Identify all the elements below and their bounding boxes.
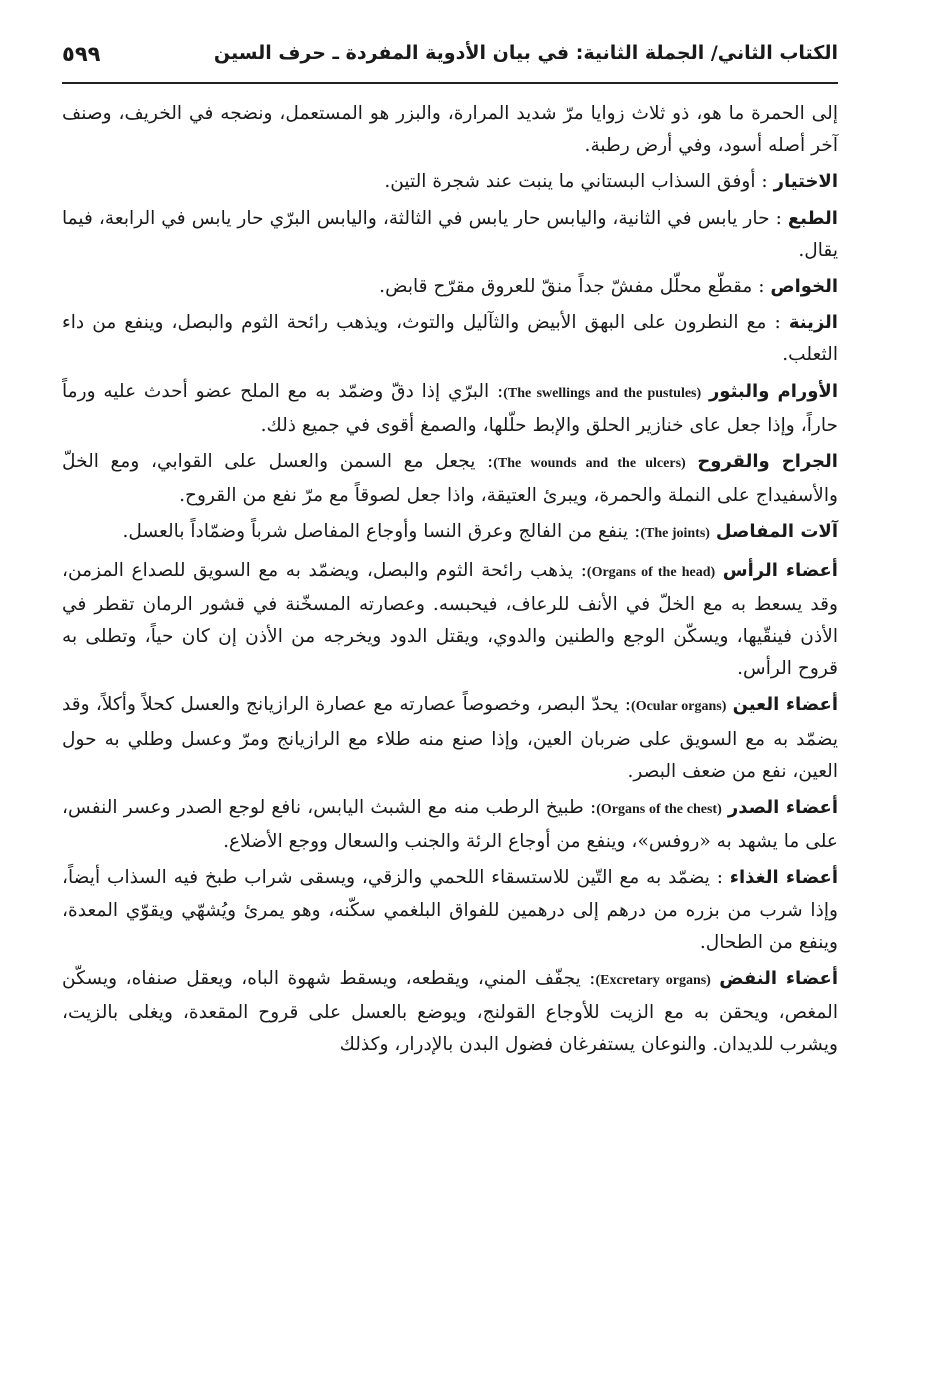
separator: :	[489, 380, 504, 402]
english-gloss: (The joints)	[640, 526, 710, 542]
section-term: أعضاء الرأس	[722, 559, 838, 581]
section-term: أعضاء الصدر	[727, 797, 838, 819]
paragraph-text: يحدّ البصر، وخصوصاً عصارته مع عصارة الرازيانج والعسل كحلاً وأكلاً، وقد يضمّد به مع السويق على ضربان العين، وإذا صنع منه طلاء مع الرازيانج ومرّ وعسل وطلي به حول العين، نفع من ضعف البصر.	[62, 694, 838, 782]
paragraph-text: يجفّف المني، ويقطعه، ويسقط شهوة الباه، ويعقل صنفاه، ويسكّن المغص، ويحقن به مع الزيت للأوجاع القولنج، ويوضع بالعسل على قروح المقعدة، ويغلى بالزيت، ويشرب للديدان. والنوعان يستفرغان فضول البدن بالإدرار، وكذلك	[62, 968, 838, 1056]
separator: :	[580, 968, 596, 990]
separator: :	[709, 867, 723, 889]
paragraph	[62, 792, 838, 858]
english-gloss: (The wounds and the ulcers)	[493, 456, 686, 472]
paragraph	[62, 555, 838, 686]
paragraph-text: يضمّد به مع التّين للاستسقاء اللحمي والزقي، ويسقى شراب طبخ فيه السذاب أيضاً، وإذا شرب من بزره من درهم إلى درهمين للفواق البلغمي سكّنه، وهو يمرئ ويُشهّي ويقوّي المعدة، وينفع من الطحال.	[62, 867, 838, 953]
paragraph	[62, 689, 838, 788]
separator: :	[755, 171, 768, 193]
paragraph-text: طبيخ الرطب منه مع الشبث اليابس، نافع لوجع الصدر وعسر النفس، على ما يشهد به «روفس»، وينفع من أوجاع الرئة والجنب والسعال ووجع الأضلاع.	[62, 797, 838, 853]
paragraph-text: ينفع من الفالج وعرق النسا وأوجاع المفاصل شرباً وضمّاداً بالعسل.	[122, 521, 629, 543]
section-term: الطبع	[787, 207, 838, 229]
separator: :	[769, 207, 782, 229]
english-gloss: (Organs of the head)	[586, 564, 716, 580]
paragraph-text: إلى الحمرة ما هو، ذو ثلاث زوايا مرّ شديد المرارة، والبزر هو المستعمل، ونضجه في الخريف، وصنف آخر أصله أسود، وفي أرض رطبة.	[62, 103, 838, 157]
separator: :	[752, 276, 765, 298]
paragraph	[62, 203, 838, 267]
separator: :	[618, 694, 632, 716]
separator: :	[475, 451, 494, 473]
document-page	[62, 40, 838, 1066]
section-term: أعضاء العين	[732, 694, 838, 716]
paragraph	[62, 446, 838, 512]
section-term: الزينة	[788, 312, 838, 334]
section-term: الأورام والبثور	[708, 380, 838, 402]
paragraph-text: يذهب رائحة الثوم والبصل، ويضمّد به مع السويق للصداع المزمن، وقد يسعط به مع الخلّ في الأنف للرعاف، فيحبسه. وعصارته المسخّنة في قشور الرمان تقطر في الأذن فينقّيها، ويسكّن الوجع والطنين والدوي، ويقتل الدود ويخرجه من الأذن إن كان حياً، وتطلى به قروح الرأس.	[62, 559, 838, 680]
separator: :	[628, 521, 641, 543]
separator: :	[583, 797, 597, 819]
section-term: آلات المفاصل	[715, 521, 838, 543]
paragraph	[62, 271, 838, 303]
page-header	[62, 40, 838, 84]
english-gloss: (Ocular organs)	[631, 699, 727, 715]
paragraph-text: يجعل مع السمن والعسل على القوابي، ومع الخلّ والأسفيداج على النملة والحمرة، ويبرئ العتيقة، واذا جعل لصوقاً مع مرّ نفع من القروح.	[62, 451, 838, 507]
paragraph	[62, 862, 838, 959]
paragraph	[62, 963, 838, 1062]
separator: :	[573, 559, 587, 581]
paragraph	[62, 376, 838, 442]
section-term: الجراح والقروح	[697, 451, 838, 473]
paragraph-text: البرّي إذا دقّ وضمّد به مع الملح عضو أحدث عليه ورماً حاراً، وإذا جعل عاى خنازير الحلق والإبط حلّلها، والصمغ أقوى في جميع ذلك.	[62, 380, 838, 436]
page-number: ٥٩٩	[62, 42, 101, 66]
paragraph-text: حار يابس في الثانية، واليابس حار يابس في الثالثة، واليابس البرّي حار يابس في الرابعة، فيما يقال.	[62, 207, 838, 261]
paragraph	[62, 98, 838, 162]
paragraph-text: مع النطرون على البهق الأبيض والثآليل والتوث، ويذهب رائحة الثوم والبصل، وينفع من داء الثعلب.	[62, 312, 838, 366]
section-term: الاختيار	[773, 171, 838, 193]
section-term: أعضاء الغذاء	[729, 867, 838, 889]
paragraph-text: أوفق السذاب البستاني ما ينبت عند شجرة التين.	[384, 171, 756, 193]
section-term: أعضاء النفض	[719, 968, 838, 990]
english-gloss: (The swellings and the pustules)	[503, 385, 702, 401]
paragraph	[62, 516, 838, 550]
section-term: الخواص	[770, 276, 838, 298]
separator: :	[766, 312, 781, 334]
english-gloss: (Excretary organs)	[595, 973, 711, 989]
paragraph	[62, 307, 838, 371]
paragraph	[62, 166, 838, 198]
paragraph-text: مقطّع محلّل مفشّ جداً منقّ للعروق مقرّح قابض.	[379, 276, 753, 298]
english-gloss: (Organs of the chest)	[596, 802, 722, 818]
running-title: الكتاب الثاني/ الجملة الثانية: في بيان الأدوية المفردة ـ حرف السين	[213, 42, 838, 64]
page-body	[62, 98, 838, 1062]
